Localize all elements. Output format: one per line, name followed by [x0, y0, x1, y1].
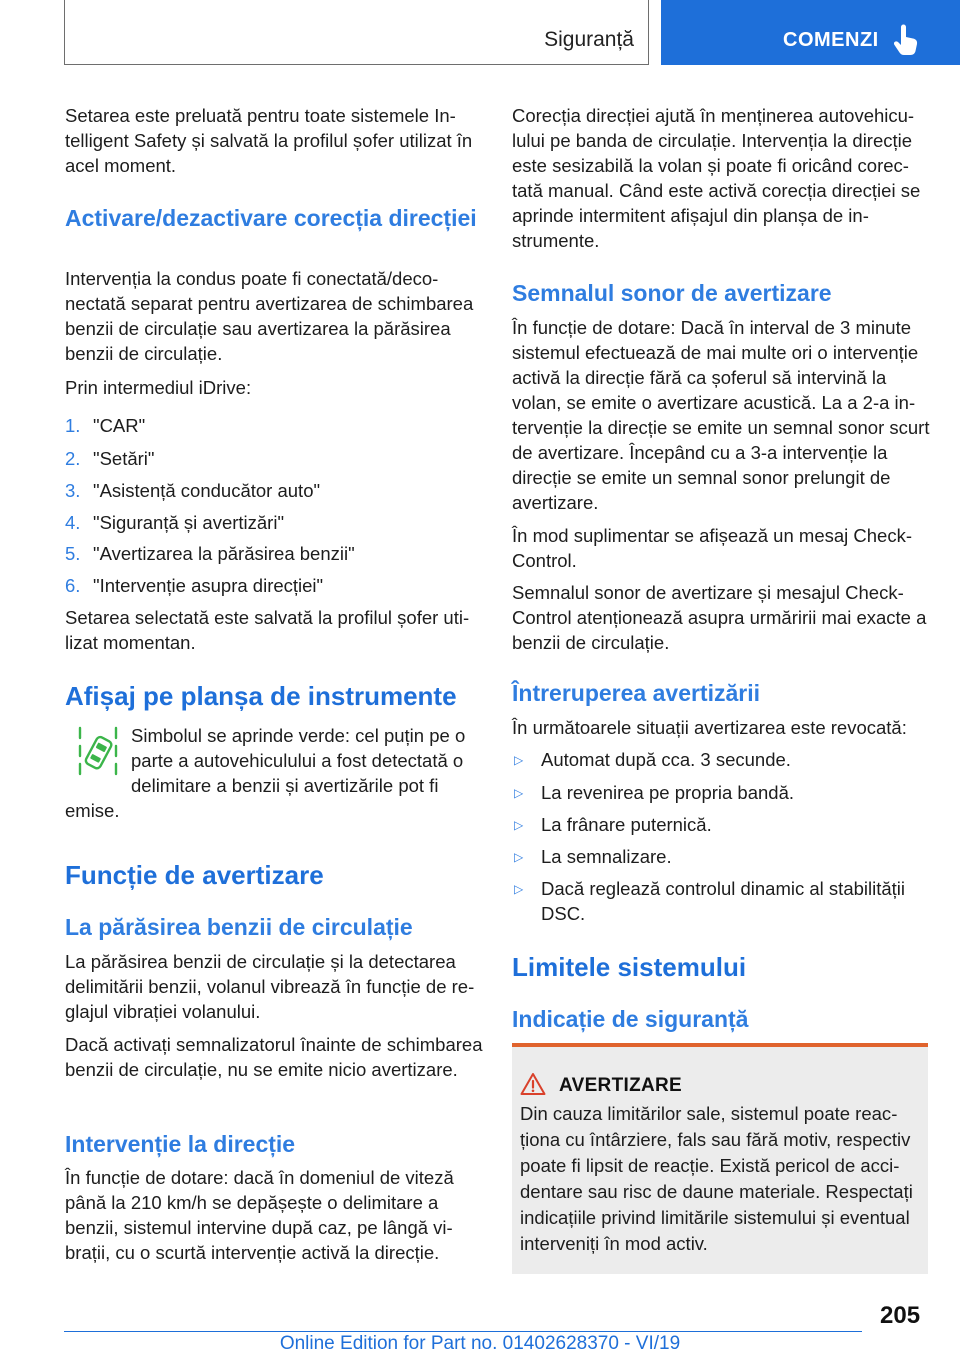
interrupt-heading: Întreruperea avertizării — [512, 680, 761, 706]
step-text: "CAR" — [93, 415, 146, 436]
list-item: La revenirea pe propria bandă. — [541, 782, 795, 803]
bullet-icon: ▷ — [514, 786, 524, 800]
activation-paragraph: Intervenția la condus poate fi conectată/deconectată separat pentru avertizarea de schimbarea benzii de circulație sau avertizarea la părăsirea benzii de circulație. — [65, 268, 474, 364]
intervention-paragraph: În funcție de dotare: dacă în domeniul de viteză până la 210 km/h se depășește o delimitare a benzii, sistemul intervine după caz, pe lângă vibrații, cu o scurtă intervenție activă la direcție. — [65, 1167, 454, 1263]
bullet-icon: ▷ — [514, 882, 524, 896]
step-text: "Asistență conducător auto" — [93, 480, 321, 501]
list-item: La semnalizare. — [541, 846, 672, 867]
lane-departure-icon — [77, 724, 119, 782]
limits-heading: Limitele sistemului — [512, 952, 747, 982]
bullet-icon: ▷ — [514, 850, 524, 864]
list-item: Dacă reglează controlul dinamic al stabilității DSC. — [541, 878, 906, 924]
intro-paragraph: Setarea este preluată pentru toate sistemele Intelligent Safety și salvată la profilul șofer utilizat în acel moment. — [65, 105, 473, 176]
interrupt-intro: În următoarele situații avertizarea este revocată: — [512, 717, 907, 738]
step-text: "Siguranță și avertizări" — [93, 512, 285, 533]
sound-paragraph: În funcție de dotare: Dacă în interval de 3 minute sistemul efectuează de mai multe ori o intervenție activă la direcție fără ca șoferul să intervină la volan, se emite o avertizare acustică. La a 2-a intervenție la direcție se emite un semnal sonor scurt de avertizare. Începând cu a 3-a intervenție la direcție se emite un semnal sonor prelungit de avertizare. — [512, 317, 930, 513]
intervention-heading: Intervenție la direcție — [65, 1131, 296, 1157]
warning-box — [512, 1043, 928, 1274]
step-text: "Avertizarea la părăsirea benzii" — [93, 543, 355, 564]
display-heading: Afișaj pe planșa de instrumente — [65, 681, 457, 711]
list-item: Automat după cca. 3 secunde. — [541, 749, 791, 770]
bullet-icon: ▷ — [514, 818, 524, 832]
header-tab-label: COMENZI — [783, 29, 879, 51]
activation-heading: Activare/dezactivare corecția direcției — [65, 205, 477, 231]
turn-signal-paragraph: Dacă activați semnalizatorul înainte de schimbarea benzii de circulație, nu se emite nicio avertizare. — [65, 1034, 483, 1080]
lane-departure-paragraph: La părăsirea benzii de circulație și la detectarea delimitării benzii, volanul vibrează în funcție de reglajul vibrației volanului. — [65, 951, 475, 1022]
lane-departure-subheading: La părăsirea benzii de circulație — [65, 914, 413, 940]
list-item: La frânare puternică. — [541, 814, 712, 835]
footer-edition: Online Edition for Part no. 01402628370 - VI/19 — [279, 1333, 681, 1354]
step-text: "Setări" — [93, 448, 155, 469]
display-paragraph-end: emise. — [65, 800, 120, 821]
setting-saved-paragraph: Setarea selectată este salvată la profilul șofer utilizat momentan. — [65, 607, 470, 653]
display-paragraph: Simbolul se aprinde verde: cel puțin pe o parte a autovehiculului a fost detectată o delimitare a benzii și avertizările pot fi — [131, 725, 466, 796]
check-control-paragraph: În mod suplimentar se afișează un mesaj Check-Control. — [512, 525, 912, 571]
page-number: 205 — [880, 1302, 921, 1329]
header-tab-commands[interactable] — [661, 0, 960, 65]
idrive-paragraph: Prin intermediul iDrive: — [65, 377, 252, 398]
step-text: "Intervenție asupra direcției" — [93, 575, 324, 596]
step-number: 5. — [65, 543, 81, 564]
function-heading: Funcție de avertizare — [65, 860, 324, 890]
header-section-title: Siguranță — [544, 28, 634, 51]
step-number: 1. — [65, 415, 81, 436]
correction-paragraph: Corecția direcției ajută în menținerea autovehiculului pe banda de circulație. Intervenția la direcție este sesizabilă la volan și poate fi oricând corectată manual. Când este activă corecția direcției se aprinde intermitent afișajul din planșa de instrumente. — [512, 105, 921, 251]
check-control-attention-paragraph: Semnalul sonor de avertizare și mesajul Check-Control atenționează asupra urmăririi mai exacte a benzii de circulație. — [512, 582, 927, 653]
step-number: 3. — [65, 480, 81, 501]
sound-heading: Semnalul sonor de avertizare — [512, 280, 832, 306]
hand-pointer-icon — [893, 24, 919, 56]
bullet-icon: ▷ — [514, 753, 524, 767]
step-number: 4. — [65, 512, 81, 533]
header-section-box — [64, 0, 649, 65]
safety-note-subheading: Indicație de siguranță — [512, 1006, 749, 1032]
footer-divider — [64, 1331, 862, 1332]
step-number: 6. — [65, 575, 81, 596]
warning-text: Din cauza limitărilor sale, sistemul poate reacționa cu întârziere, fals sau fără motiv, respectiv poate fi lipsit de reacție. Există pericol de accidentare sau risc de daune materiale. Respectați indicațiile privind limitările sistemului și eventual interveniți în mod activ. — [520, 1103, 913, 1254]
warning-triangle-icon — [520, 1072, 546, 1096]
step-number: 2. — [65, 448, 81, 469]
warning-title: AVERTIZARE — [559, 1075, 682, 1096]
